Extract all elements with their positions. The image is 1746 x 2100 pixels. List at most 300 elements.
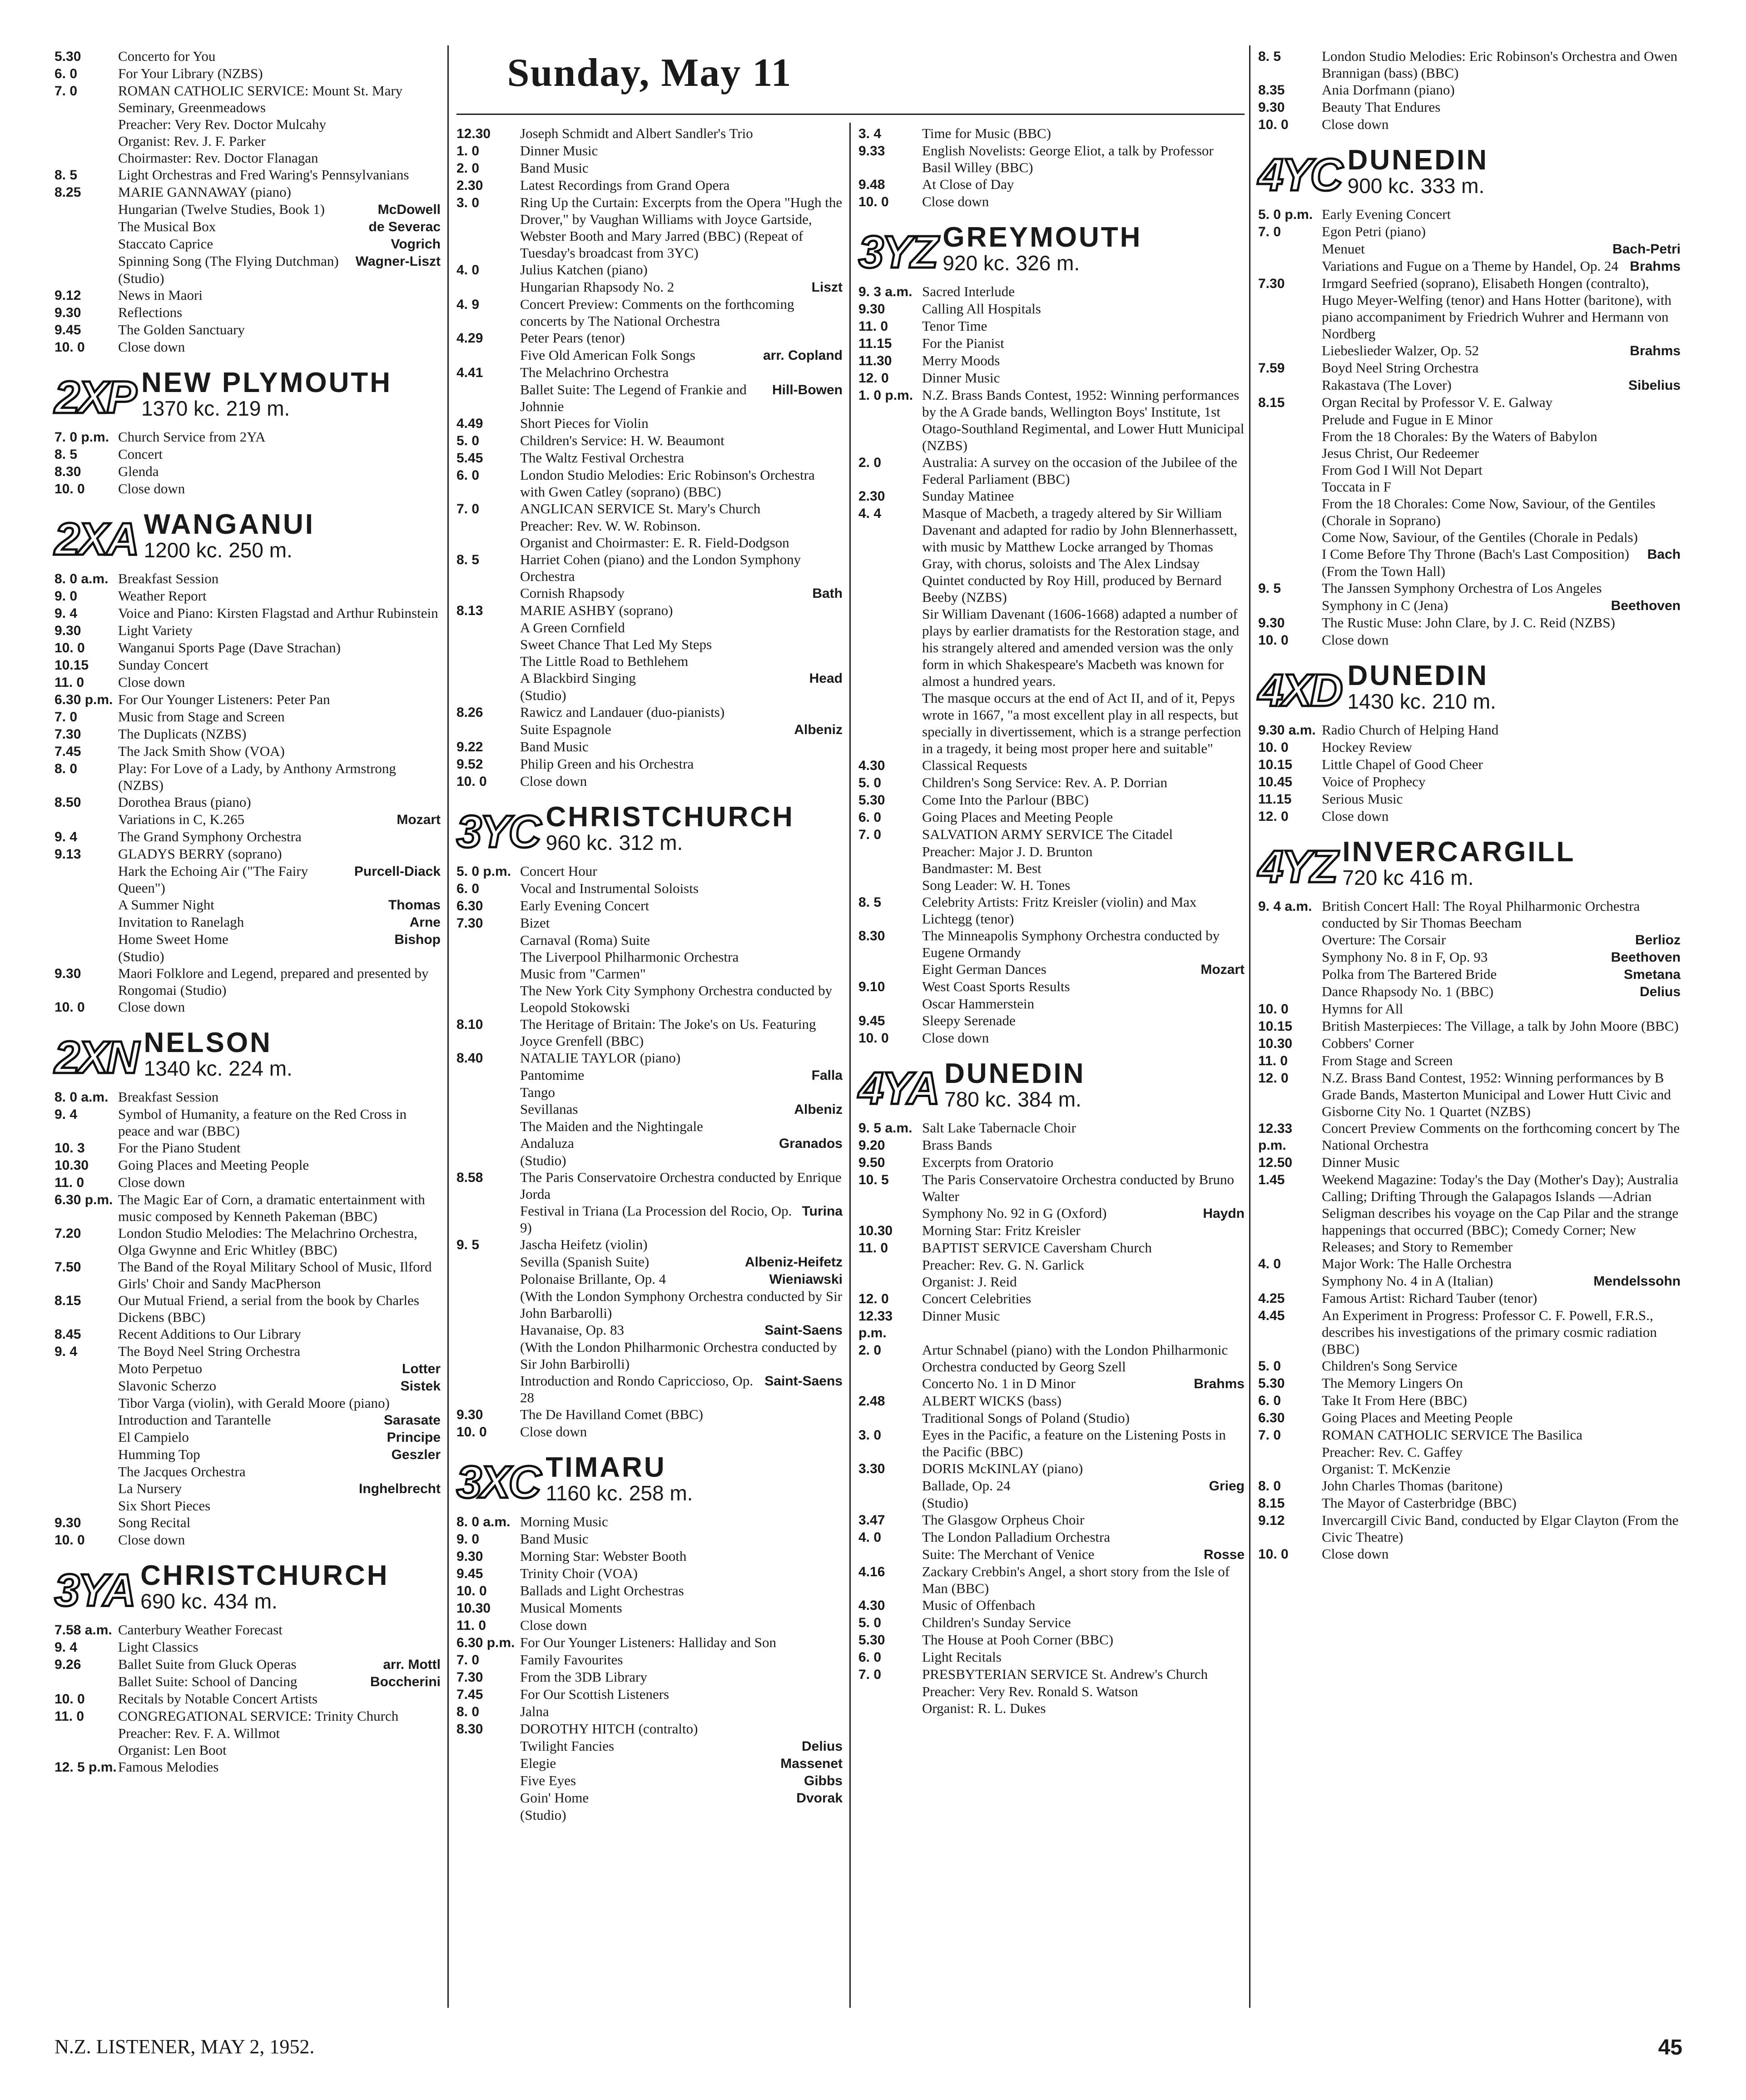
programme-entry — [55, 133, 441, 149]
programme-time: 12.50 — [1258, 1155, 1293, 1170]
programme-title: Music from "Carmen" — [520, 966, 646, 982]
programme-title: Dance Rhapsody No. 1 (BBC) — [1322, 983, 1493, 999]
programme-time: 9.20 — [858, 1138, 885, 1153]
station-info — [942, 224, 1142, 275]
programme-title: A Green Cornfield — [520, 620, 625, 635]
programme-title: Major Work: The Halle Orchestra — [1322, 1256, 1512, 1271]
listing-block — [55, 1088, 441, 1549]
station-city: CHRISTCHURCH — [140, 1560, 389, 1591]
programme-time: 9. 4 a.m. — [1258, 899, 1312, 914]
programme-time: 2.30 — [858, 489, 885, 504]
station-info — [1348, 662, 1496, 713]
station-frequency: 720 kc 416 m. — [1342, 866, 1474, 889]
programme-entry — [858, 142, 1245, 176]
programme-time: 8.45 — [55, 1327, 81, 1342]
composer-name: arr. Mottl — [383, 1657, 441, 1672]
station-call-sign: 4YC — [1258, 149, 1341, 200]
programme-title: Preacher: Rev. C. Gaffey — [1322, 1444, 1463, 1460]
programme-title: Polka from The Bartered Bride — [1322, 966, 1497, 982]
programme-time: 1. 0 — [456, 144, 480, 159]
programme-entry — [1258, 116, 1681, 133]
station-4xd — [1258, 660, 1681, 716]
composer-name: Sarasate — [383, 1413, 441, 1428]
programme-entry — [456, 1720, 843, 1738]
programme-entry — [456, 159, 843, 177]
programme-entry — [456, 1202, 843, 1236]
programme-title: Sunday Concert — [118, 657, 208, 673]
programme-time: 12. 5 p.m. — [55, 1760, 117, 1775]
programme-entry — [456, 194, 843, 261]
programme-time: 4. 0 — [456, 263, 480, 278]
programme-time: 12. 0 — [858, 1291, 889, 1306]
programme-title: SALVATION ARMY SERVICE The Citadel — [922, 826, 1173, 842]
programme-time: 11. 0 — [858, 319, 888, 334]
programme-entry — [456, 278, 843, 296]
programme-time: 12.30 — [456, 126, 491, 141]
programme-time: 5. 0 — [1258, 1359, 1281, 1374]
programme-time: 7. 0 — [858, 1667, 882, 1682]
programme-entry — [1258, 614, 1681, 631]
programme-entry — [858, 1171, 1245, 1205]
programme-time: 1. 0 p.m. — [858, 388, 913, 403]
programme-title: Song Leader: W. H. Tones — [922, 877, 1071, 893]
programme-time: 4.30 — [858, 758, 885, 773]
programme-time: 8. 0 — [456, 1704, 480, 1719]
programme-time: 11. 0 — [858, 1241, 888, 1256]
programme-entry — [55, 708, 441, 725]
composer-name: Vogrich — [391, 237, 441, 252]
programme-entry — [55, 828, 441, 845]
programme-title: Hymns for All — [1322, 1001, 1404, 1017]
programme-title: Light Orchestras and Fred Waring's Pennsylvanians — [118, 167, 409, 183]
programme-title: The Duplicats (NZBS) — [118, 726, 247, 742]
programme-title: The New York City Symphony Orchestra conducted by Leopold Stokowski — [520, 983, 833, 1015]
programme-title: The Minneapolis Symphony Orchestra conducted by Eugene Ormandy — [922, 928, 1220, 960]
programme-time: 10. 0 — [1258, 1547, 1289, 1562]
programme-entry — [1258, 983, 1681, 1000]
programme-time: 10. 0 — [55, 1000, 85, 1015]
programme-time: 10. 0 — [55, 340, 85, 355]
programme-title: The Little Road to Bethlehem — [520, 653, 689, 669]
programme-time: 11.30 — [858, 353, 892, 368]
programme-title: Preacher: Very Rev. Doctor Mulcahy — [118, 116, 326, 132]
composer-name: Albeniz — [794, 1102, 843, 1117]
programme-entry — [55, 794, 441, 811]
programme-entry — [858, 1222, 1245, 1239]
programme-time: 7.30 — [1258, 276, 1285, 291]
programme-entry — [55, 1139, 441, 1157]
programme-title: BAPTIST SERVICE Caversham Church — [922, 1240, 1152, 1256]
programme-title: British Concert Hall: The Royal Philharmonic Orchestra conducted by Sir Thomas Beecham — [1322, 898, 1640, 931]
programme-entry — [456, 653, 843, 670]
programme-entry — [55, 725, 441, 743]
programme-title: PRESBYTERIAN SERVICE St. Andrew's Church — [922, 1666, 1208, 1682]
programme-title: Musical Moments — [520, 1600, 622, 1616]
programme-time: 5.30 — [1258, 1376, 1285, 1391]
programme-entry — [456, 863, 843, 880]
programme-entry — [456, 125, 843, 142]
programme-entry — [456, 142, 843, 159]
programme-entry — [456, 1668, 843, 1686]
programme-title: Invitation to Ranelagh — [118, 914, 244, 930]
composer-name: Mendelssohn — [1593, 1274, 1681, 1289]
programme-entry — [1258, 739, 1681, 756]
programme-time: 7.30 — [456, 1670, 483, 1685]
programme-time: 4.45 — [1258, 1308, 1285, 1323]
programme-time: 3. 0 — [858, 1428, 882, 1443]
programme-title: Jesus Christ, Our Redeemer — [1322, 445, 1479, 461]
programme-entry — [456, 1789, 843, 1807]
listing-block — [1258, 898, 1681, 1563]
programme-entry — [55, 1708, 441, 1725]
programme-entry — [55, 1360, 441, 1377]
programme-title: Home Sweet Home — [118, 931, 228, 947]
programme-title: Breakfast Session — [118, 1089, 219, 1105]
composer-name: Purcell-Diack — [354, 864, 441, 879]
programme-entry — [858, 1666, 1245, 1683]
programme-title: Toccata in F — [1322, 479, 1391, 495]
programme-time: 10.30 — [456, 1601, 491, 1616]
programme-entry — [1258, 478, 1681, 495]
programme-title: Jascha Heifetz (violin) — [520, 1236, 648, 1252]
composer-name: Hill-Bowen — [772, 382, 843, 397]
programme-entry — [55, 338, 441, 356]
programme-title: Traditional Songs of Poland (Studio) — [922, 1410, 1130, 1426]
station-info — [144, 1029, 293, 1080]
programme-entry — [456, 1565, 843, 1582]
programme-title: Joseph Schmidt and Albert Sandler's Trio — [520, 125, 753, 141]
programme-time: 11. 0 — [1258, 1053, 1288, 1068]
programme-title: Ring Up the Curtain: Excerpts from the Opera "Hugh the Drover," by Vaughan Williams with Joyce Gartside, Webster Booth and Mary Jarred (BBC) (Repeat of Tuesday's broadcast from 3YC) — [520, 194, 843, 261]
programme-title: An Experiment in Progress: Professor C. F. Powell, F.R.S., describes his investigations of the primary cosmic radiation (BBC) — [1322, 1307, 1657, 1357]
programme-entry — [55, 116, 441, 133]
programme-entry — [55, 270, 441, 287]
programme-entry — [456, 773, 843, 790]
programme-time: 11. 0 — [456, 1618, 486, 1633]
programme-title: Concerto for You — [118, 48, 216, 64]
programme-time: 2.48 — [858, 1394, 885, 1409]
programme-entry — [55, 965, 441, 998]
programme-title: For the Pianist — [922, 335, 1004, 351]
programme-title: Rakastava (The Lover) — [1322, 377, 1452, 393]
composer-name: Berlioz — [1635, 933, 1681, 948]
programme-time: 6. 0 — [858, 810, 882, 825]
programme-entry — [55, 587, 441, 605]
programme-entry — [456, 296, 843, 329]
programme-title: Organist: R. L. Dukes — [922, 1700, 1046, 1716]
programme-title: Bandmaster: M. Best — [922, 860, 1042, 876]
programme-title: The Boyd Neel String Orchestra — [118, 1343, 301, 1359]
programme-title: Celebrity Artists: Fritz Kreisler (violin) and Max Lichtegg (tenor) — [922, 894, 1197, 927]
programme-title: Humming Top — [118, 1446, 200, 1462]
programme-title: Light Recitals — [922, 1649, 1002, 1665]
footer-publication: N.Z. LISTENER, MAY 2, 1952. — [55, 2035, 315, 2058]
programme-title: Concert Preview: Comments on the forthcoming concerts by The National Orchestra — [520, 296, 794, 329]
programme-entry — [1258, 529, 1681, 546]
programme-entry — [456, 687, 843, 704]
programme-entry — [858, 927, 1245, 961]
programme-entry — [858, 454, 1245, 487]
programme-time: 12. 0 — [858, 371, 889, 386]
listing-block — [858, 125, 1245, 210]
programme-entry — [1258, 1307, 1681, 1357]
programme-time: 8.10 — [456, 1017, 483, 1032]
programme-time: 5.45 — [456, 451, 483, 466]
programme-entry — [456, 261, 843, 278]
programme-entry — [55, 639, 441, 656]
programme-time: 4.29 — [456, 331, 483, 346]
programme-title: Sevilla (Spanish Suite) — [520, 1254, 650, 1270]
programme-entry — [55, 1497, 441, 1514]
station-city: INVERCARGILL — [1342, 836, 1576, 868]
programme-time: 10. 0 — [456, 774, 487, 789]
programme-title: Polonaise Brillante, Op. 4 — [520, 1271, 666, 1287]
programme-title: Ballet Suite from Gluck Operas — [118, 1656, 297, 1672]
programme-title: Symphony No. 8 in F, Op. 93 — [1322, 949, 1488, 965]
station-3yz — [858, 222, 1245, 278]
programme-entry — [1258, 1154, 1681, 1171]
programme-time: 10.30 — [55, 1158, 89, 1173]
composer-name: Delius — [1639, 984, 1681, 999]
programme-title: Variations and Fugue on a Theme by Handel, Op. 24 — [1322, 258, 1618, 274]
programme-entry — [858, 1341, 1245, 1375]
programme-title: Reflections — [118, 304, 183, 320]
programme-title: Band Music — [520, 739, 589, 755]
composer-name: Mozart — [397, 812, 441, 827]
programme-title: Masque of Macbeth, a tragedy altered by Sir William Davenant and adapted for radio by John Blennerhassett, with music by Matthew Locke arranged by Thomas Gray, with chorus, soloists and The Alex Lindsay Quintet conducted by Roy Hill, produced by Bernard Beeby (NZBS) — [922, 505, 1237, 605]
programme-entry — [456, 1152, 843, 1169]
programme-title: Sacred Interlude — [922, 283, 1015, 299]
programme-entry — [858, 505, 1245, 606]
programme-entry — [55, 570, 441, 587]
programme-time: 8. 0 a.m. — [55, 1090, 109, 1105]
programme-time: 2. 0 — [456, 161, 480, 176]
programme-title: Peter Pears (tenor) — [520, 330, 625, 346]
programme-time: 8.30 — [55, 464, 81, 479]
listing-block — [1258, 721, 1681, 825]
programme-entry — [456, 1253, 843, 1271]
programme-time: 8.25 — [55, 185, 81, 200]
programme-title: Hark the Echoing Air ("The Fairy Queen") — [118, 863, 308, 896]
station-frequency: 1370 kc. 219 m. — [141, 397, 290, 420]
programme-title: Spinning Song (The Flying Dutchman) — [118, 253, 339, 269]
programme-time: 8. 0 a.m. — [55, 571, 109, 586]
programme-entry — [858, 1563, 1245, 1597]
programme-entry — [1258, 948, 1681, 966]
programme-entry — [55, 1174, 441, 1191]
programme-entry — [456, 1423, 843, 1440]
programme-title: Ania Dorfmann (piano) — [1322, 82, 1455, 98]
programme-entry — [1258, 898, 1681, 931]
programme-time: 7.30 — [456, 916, 483, 931]
programme-entry — [55, 1106, 441, 1139]
station-call-sign: 4YA — [858, 1063, 938, 1114]
programme-entry — [55, 674, 441, 691]
programme-entry — [456, 1118, 843, 1135]
programme-title: Close down — [1322, 808, 1389, 824]
programme-title: (Studio) — [520, 687, 566, 703]
programme-entry — [1258, 580, 1681, 597]
programme-time: 10.15 — [55, 658, 89, 673]
programme-time: 10. 0 — [1258, 1002, 1289, 1017]
programme-title: Close down — [922, 194, 989, 209]
programme-time: 7. 0 — [1258, 224, 1281, 239]
programme-title: Symbol of Humanity, a feature on the Red Cross in peace and war (BBC) — [118, 1106, 407, 1139]
programme-entry — [456, 1772, 843, 1789]
programme-title: Close down — [520, 1424, 587, 1440]
programme-entry — [55, 65, 441, 82]
programme-time: 9.30 — [456, 1549, 483, 1564]
programme-title: Children's Service: H. W. Beaumont — [520, 432, 724, 448]
programme-entry — [456, 467, 843, 500]
programme-title: Six Short Pieces — [118, 1498, 211, 1514]
programme-entry — [55, 201, 441, 218]
programme-entry — [55, 998, 441, 1016]
programme-entry — [858, 1154, 1245, 1171]
programme-title: Close down — [118, 1174, 185, 1190]
programme-title: Vocal and Instrumental Soloists — [520, 880, 699, 896]
programme-title: Ballade, Op. 24 — [922, 1478, 1011, 1494]
composer-name: Geszler — [391, 1447, 441, 1462]
programme-entry — [456, 347, 843, 364]
programme-entry — [456, 1406, 843, 1423]
station-info — [141, 369, 392, 420]
programme-title: Bizet — [520, 915, 550, 931]
programme-entry — [1258, 1409, 1681, 1426]
programme-title: Tenor Time — [922, 318, 987, 334]
programme-entry — [55, 184, 441, 201]
programme-title: Organist: Len Boot — [118, 1742, 227, 1758]
programme-time: 11. 0 — [55, 1709, 84, 1724]
programme-entry — [858, 877, 1245, 894]
programme-entry — [456, 500, 843, 517]
programme-time: 6.30 p.m. — [55, 1192, 113, 1207]
composer-name: Wagner-Liszt — [355, 254, 441, 269]
programme-title: (From the Town Hall) — [1322, 563, 1445, 579]
programme-title: Moto Perpetuo — [118, 1360, 203, 1376]
programme-time: 12. 0 — [1258, 809, 1289, 824]
programme-entry — [858, 995, 1245, 1012]
programme-title: Ballet Suite: School of Dancing — [118, 1673, 298, 1689]
programme-entry — [1258, 359, 1681, 377]
programme-time: 8.35 — [1258, 83, 1285, 98]
listing-block — [55, 428, 441, 497]
programme-entry — [1258, 1477, 1681, 1494]
programme-title: Staccato Caprice — [118, 236, 213, 252]
station-call-sign: 2XN — [55, 1032, 138, 1083]
programme-entry — [858, 487, 1245, 505]
programme-entry — [456, 1703, 843, 1720]
programme-time: 9. 4 — [55, 1344, 78, 1359]
programme-entry — [1258, 445, 1681, 462]
programme-entry — [55, 463, 441, 480]
programme-title: London Studio Melodies: Eric Robinson's Orchestra with Gwen Catley (soprano) (BBC) — [520, 467, 815, 500]
programme-entry — [55, 743, 441, 760]
programme-title: Close down — [1322, 116, 1389, 132]
programme-entry — [1258, 81, 1681, 99]
programme-title: The Mayor of Casterbridge (BBC) — [1322, 1495, 1517, 1511]
programme-time: 7. 0 — [456, 501, 480, 516]
programme-entry — [456, 755, 843, 773]
programme-entry — [456, 1582, 843, 1599]
station-city: DUNEDIN — [1347, 660, 1488, 691]
programme-entry — [55, 1395, 441, 1411]
programme-title: Going Places and Meeting People — [1322, 1410, 1513, 1425]
composer-name: Sibelius — [1628, 378, 1681, 393]
programme-entry — [456, 329, 843, 347]
composer-name: Falla — [811, 1068, 843, 1083]
programme-title: ANGLICAN SERVICE St. Mary's Church — [520, 501, 761, 516]
programme-title: (With the London Philharmonic Orchestra conducted by Sir John Barbirolli) — [520, 1339, 837, 1372]
station-info — [546, 801, 794, 854]
programme-time: 10.45 — [1258, 774, 1293, 789]
programme-time: 4. 0 — [1258, 1256, 1281, 1271]
programme-entry — [55, 1638, 441, 1656]
programme-entry — [456, 517, 843, 534]
programme-time: 8. 5 — [858, 895, 882, 910]
programme-entry — [456, 1016, 843, 1049]
programme-time: 9.30 — [55, 623, 81, 638]
programme-entry — [858, 791, 1245, 809]
programme-title: News in Maori — [118, 287, 203, 303]
programme-entry — [55, 480, 441, 497]
programme-title: For Our Scottish Listeners — [520, 1686, 670, 1702]
programme-title: Light Variety — [118, 622, 193, 638]
programme-title: Variations in C, K.265 — [118, 811, 245, 827]
programme-title: Close down — [118, 1532, 185, 1548]
programme-time: 7. 0 p.m. — [55, 430, 109, 445]
programme-title: Five Eyes — [520, 1772, 576, 1788]
programme-time: 10. 0 — [858, 194, 889, 209]
station-city: TIMARU — [546, 1452, 666, 1483]
programme-entry — [55, 253, 441, 270]
programme-title: Preacher: Very Rev. Ronald S. Watson — [922, 1683, 1138, 1699]
programme-entry — [456, 636, 843, 653]
programme-entry — [858, 1012, 1245, 1029]
programme-time: 9.30 — [1258, 100, 1285, 115]
programme-entry — [55, 622, 441, 639]
programme-entry — [858, 1392, 1245, 1410]
programme-time: 9.48 — [858, 177, 885, 192]
programme-title: El Campielo — [118, 1429, 189, 1445]
programme-time: 2. 0 — [858, 455, 882, 470]
programme-entry — [858, 1477, 1245, 1494]
programme-entry — [55, 656, 441, 674]
station-frequency: 960 kc. 312 m. — [546, 831, 683, 854]
programme-entry — [456, 1617, 843, 1634]
programme-title: Church Service from 2YA — [118, 429, 266, 445]
composer-name: Turina — [802, 1204, 843, 1219]
programme-entry — [858, 1029, 1245, 1047]
programme-entry — [456, 1067, 843, 1084]
programme-title: The Memory Lingers On — [1322, 1375, 1463, 1391]
programme-title: From the 18 Chorales: Come Now, Saviour, of the Gentiles (Chorale in Soprano) — [1322, 496, 1656, 528]
programme-entry — [1258, 773, 1681, 790]
programme-title: Rawicz and Landauer (duo-pianists) — [520, 704, 725, 720]
programme-title: Concert Preview Comments on the forthcoming concert by The National Orchestra — [1322, 1120, 1680, 1153]
programme-time: 8.40 — [456, 1051, 483, 1066]
programme-time: 10. 0 — [456, 1584, 487, 1599]
station-city: WANGANUI — [144, 509, 315, 540]
programme-time: 3.47 — [858, 1513, 885, 1528]
programme-title: The De Havilland Comet (BBC) — [520, 1406, 703, 1422]
programme-time: 5. 0 p.m. — [456, 864, 511, 879]
programme-entry — [1258, 1357, 1681, 1375]
programme-entry — [55, 1514, 441, 1531]
programme-title: Prelude and Fugue in E Minor — [1322, 412, 1493, 427]
programme-title: Close down — [118, 339, 185, 355]
station-4ya — [858, 1058, 1245, 1114]
